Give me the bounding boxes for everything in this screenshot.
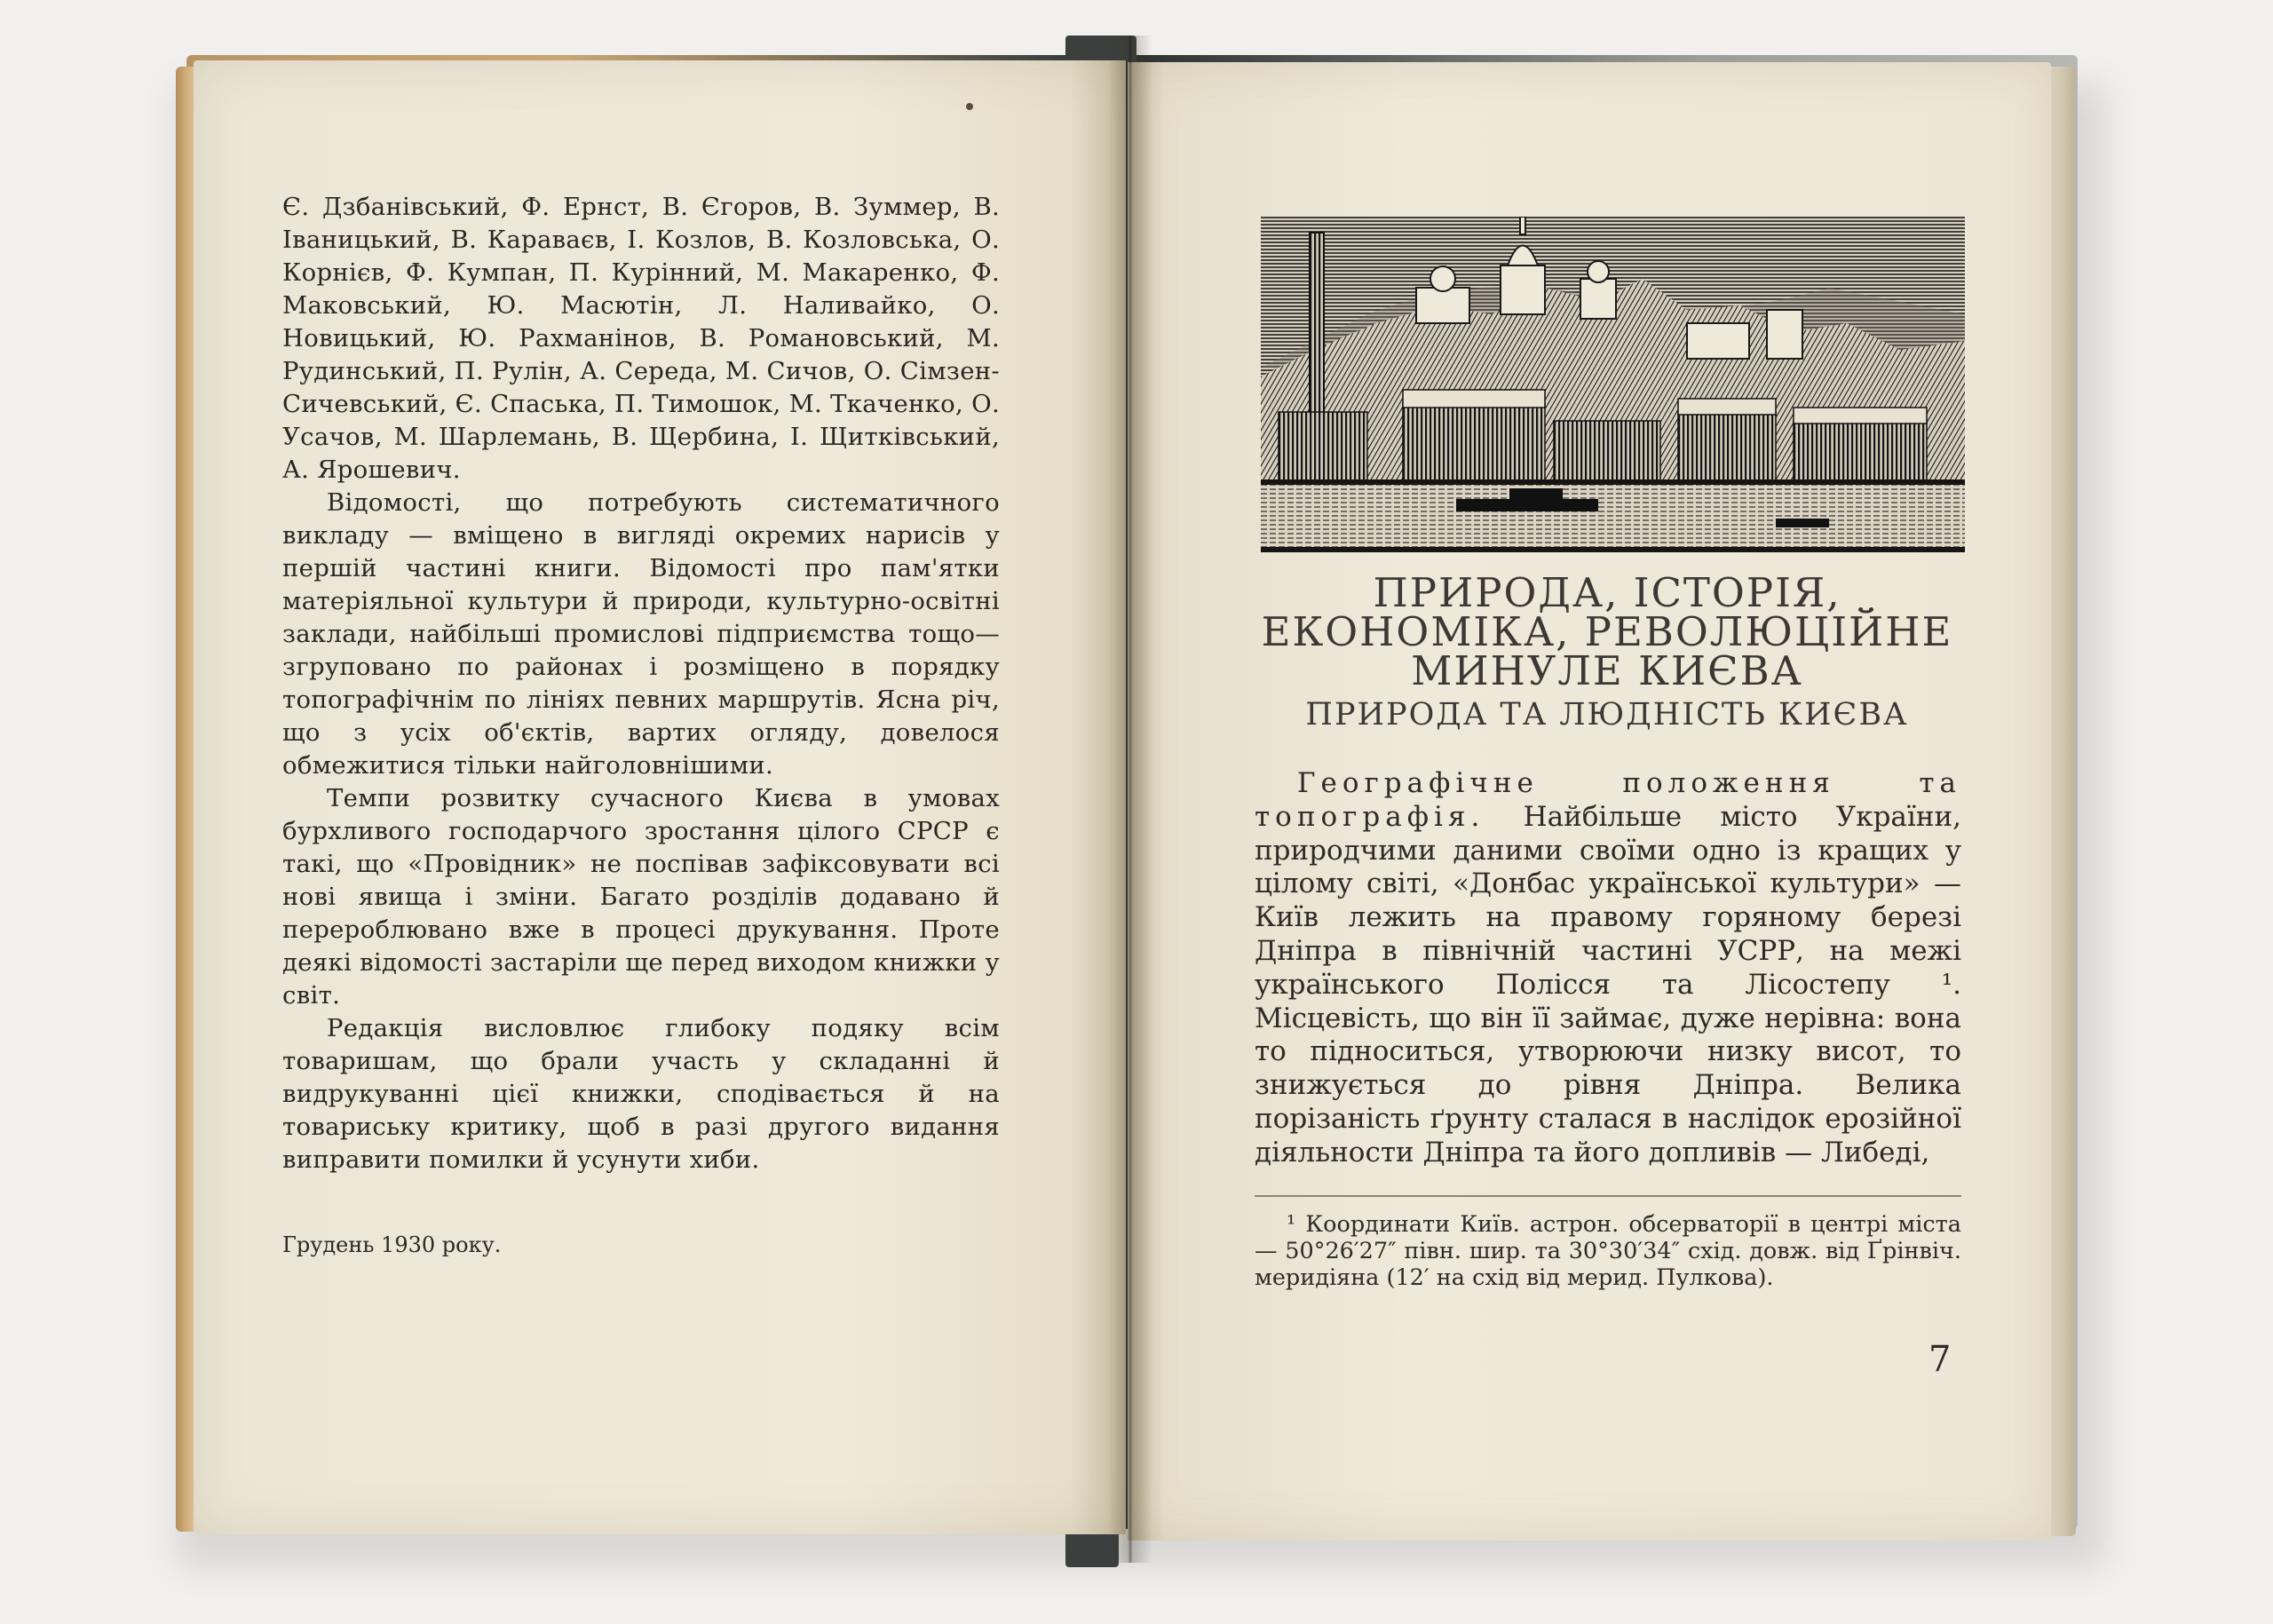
paragraph-structure: Відомості, що потребують систематичного викладу — вміщено в вигляді окремих нарисів у першій частині книги. Відомості про пам'ятки матеріяльної культури й природи, культурно-освітні заклади, найбільші промислові підприємства тощо— згруповано по районах і розміщено в порядку топографічнім по лініях певних маршрутів. Ясна річ, що з усіх об'єктів, вартих огляду, довелося обмежитися тільки найголовнішими. — [282, 488, 1000, 780]
section-title: ПРИРОДА ТА ЛЮДНІСТЬ КИЄВА — [1305, 697, 1909, 733]
preface-date: Грудень 1930 року. — [282, 1232, 502, 1257]
paragraph-tempo: Темпи розвитку сучасного Києва в умовах бурхливого господарчого зростання цілого СРСР є такі, що «Провідник» не поспівав зафіксовувати всі нові явища і зміни. Багато розділів додавано й перероблювано вже в процесі друкування. Проте деякі відомості застаріли ще перед виходом книжки у світ. — [282, 784, 1000, 1010]
paragraph-thanks: Редакція висловлює глибоку подяку всім товаришам, що брали участь у складанні й видрукуванні цієї книжки, сподівається й на товариську критику, щоб в разі другого видання виправити помилки й усунути хиби. — [282, 1014, 1000, 1174]
chapter-heading — [1252, 569, 1962, 733]
paragraph-lead: Географічне положення та топографія. — [1255, 767, 1961, 833]
paragraph-body: Найбільше місто України, природчими даними своїми одно із кращих у цілому світі, «Донбас української культури» — Київ лежить на правому горяному березі Дніпра в північній частині УСРР, на межі українського Полісся та Лісостепу ¹. Місцевість, що він її займає, дуже нерівна: вона то підноситься, утворюючи низку висот, то знижується до рівня Дніпра. Велика порізаність ґрунту сталася в наслідок ерозійної діяльности Дніпра та його допливів — Либеді, — [1255, 800, 1961, 1168]
right-page-text — [1255, 767, 1961, 1170]
book-gutter — [1108, 36, 1152, 1563]
right-page-stack — [2051, 67, 2076, 1536]
chapter-title: ПРИРОДА, ІСТОРІЯ, ЕКОНОМІКА, РЕВОЛЮЦІЙНЕ МИНУЛЕ КИЄВА — [1261, 569, 1953, 694]
footnote-divider — [1255, 1195, 1961, 1197]
left-page-text — [282, 191, 1000, 1176]
body-paragraph — [1255, 767, 1961, 1170]
footnote-block — [1255, 1211, 1961, 1291]
paper-speck — [966, 103, 973, 110]
footnote-text: ¹ Координати Київ. астрон. обсерваторії в центрі міста — 50°26′27″ півн. шир. та 30°30′34″ схід. довж. від Ґрінвіч. меридіяна (12′ на схід від мерид. Пулкова). — [1255, 1211, 1961, 1291]
kyiv-panorama-engraving — [1261, 217, 1965, 552]
page-number: 7 — [1928, 1339, 1952, 1380]
contributors-list: Є. Дзбанівський, Ф. Ернст, В. Єгоров, В. Зуммер, В. Іваницький, В. Караваєв, І. Козлов, В. Козловська, О. Корнієв, Ф. Кумпан, П. Курінний, М. Макаренко, Ф. Маковський, Ю. Масютін, Л. Наливайко, О. Новицький, Ю. Рахманінов, В. Романовський, М. Рудинський, П. Рулін, А. Середа, М. Сичов, О. Сімзен-Сичевський, Є. Спаська, П. Тимошок, М. Ткаченко, О. Усачов, М. Шарлемань, В. Щербина, І. Щитківський, А. Ярошевич. — [282, 193, 1000, 484]
